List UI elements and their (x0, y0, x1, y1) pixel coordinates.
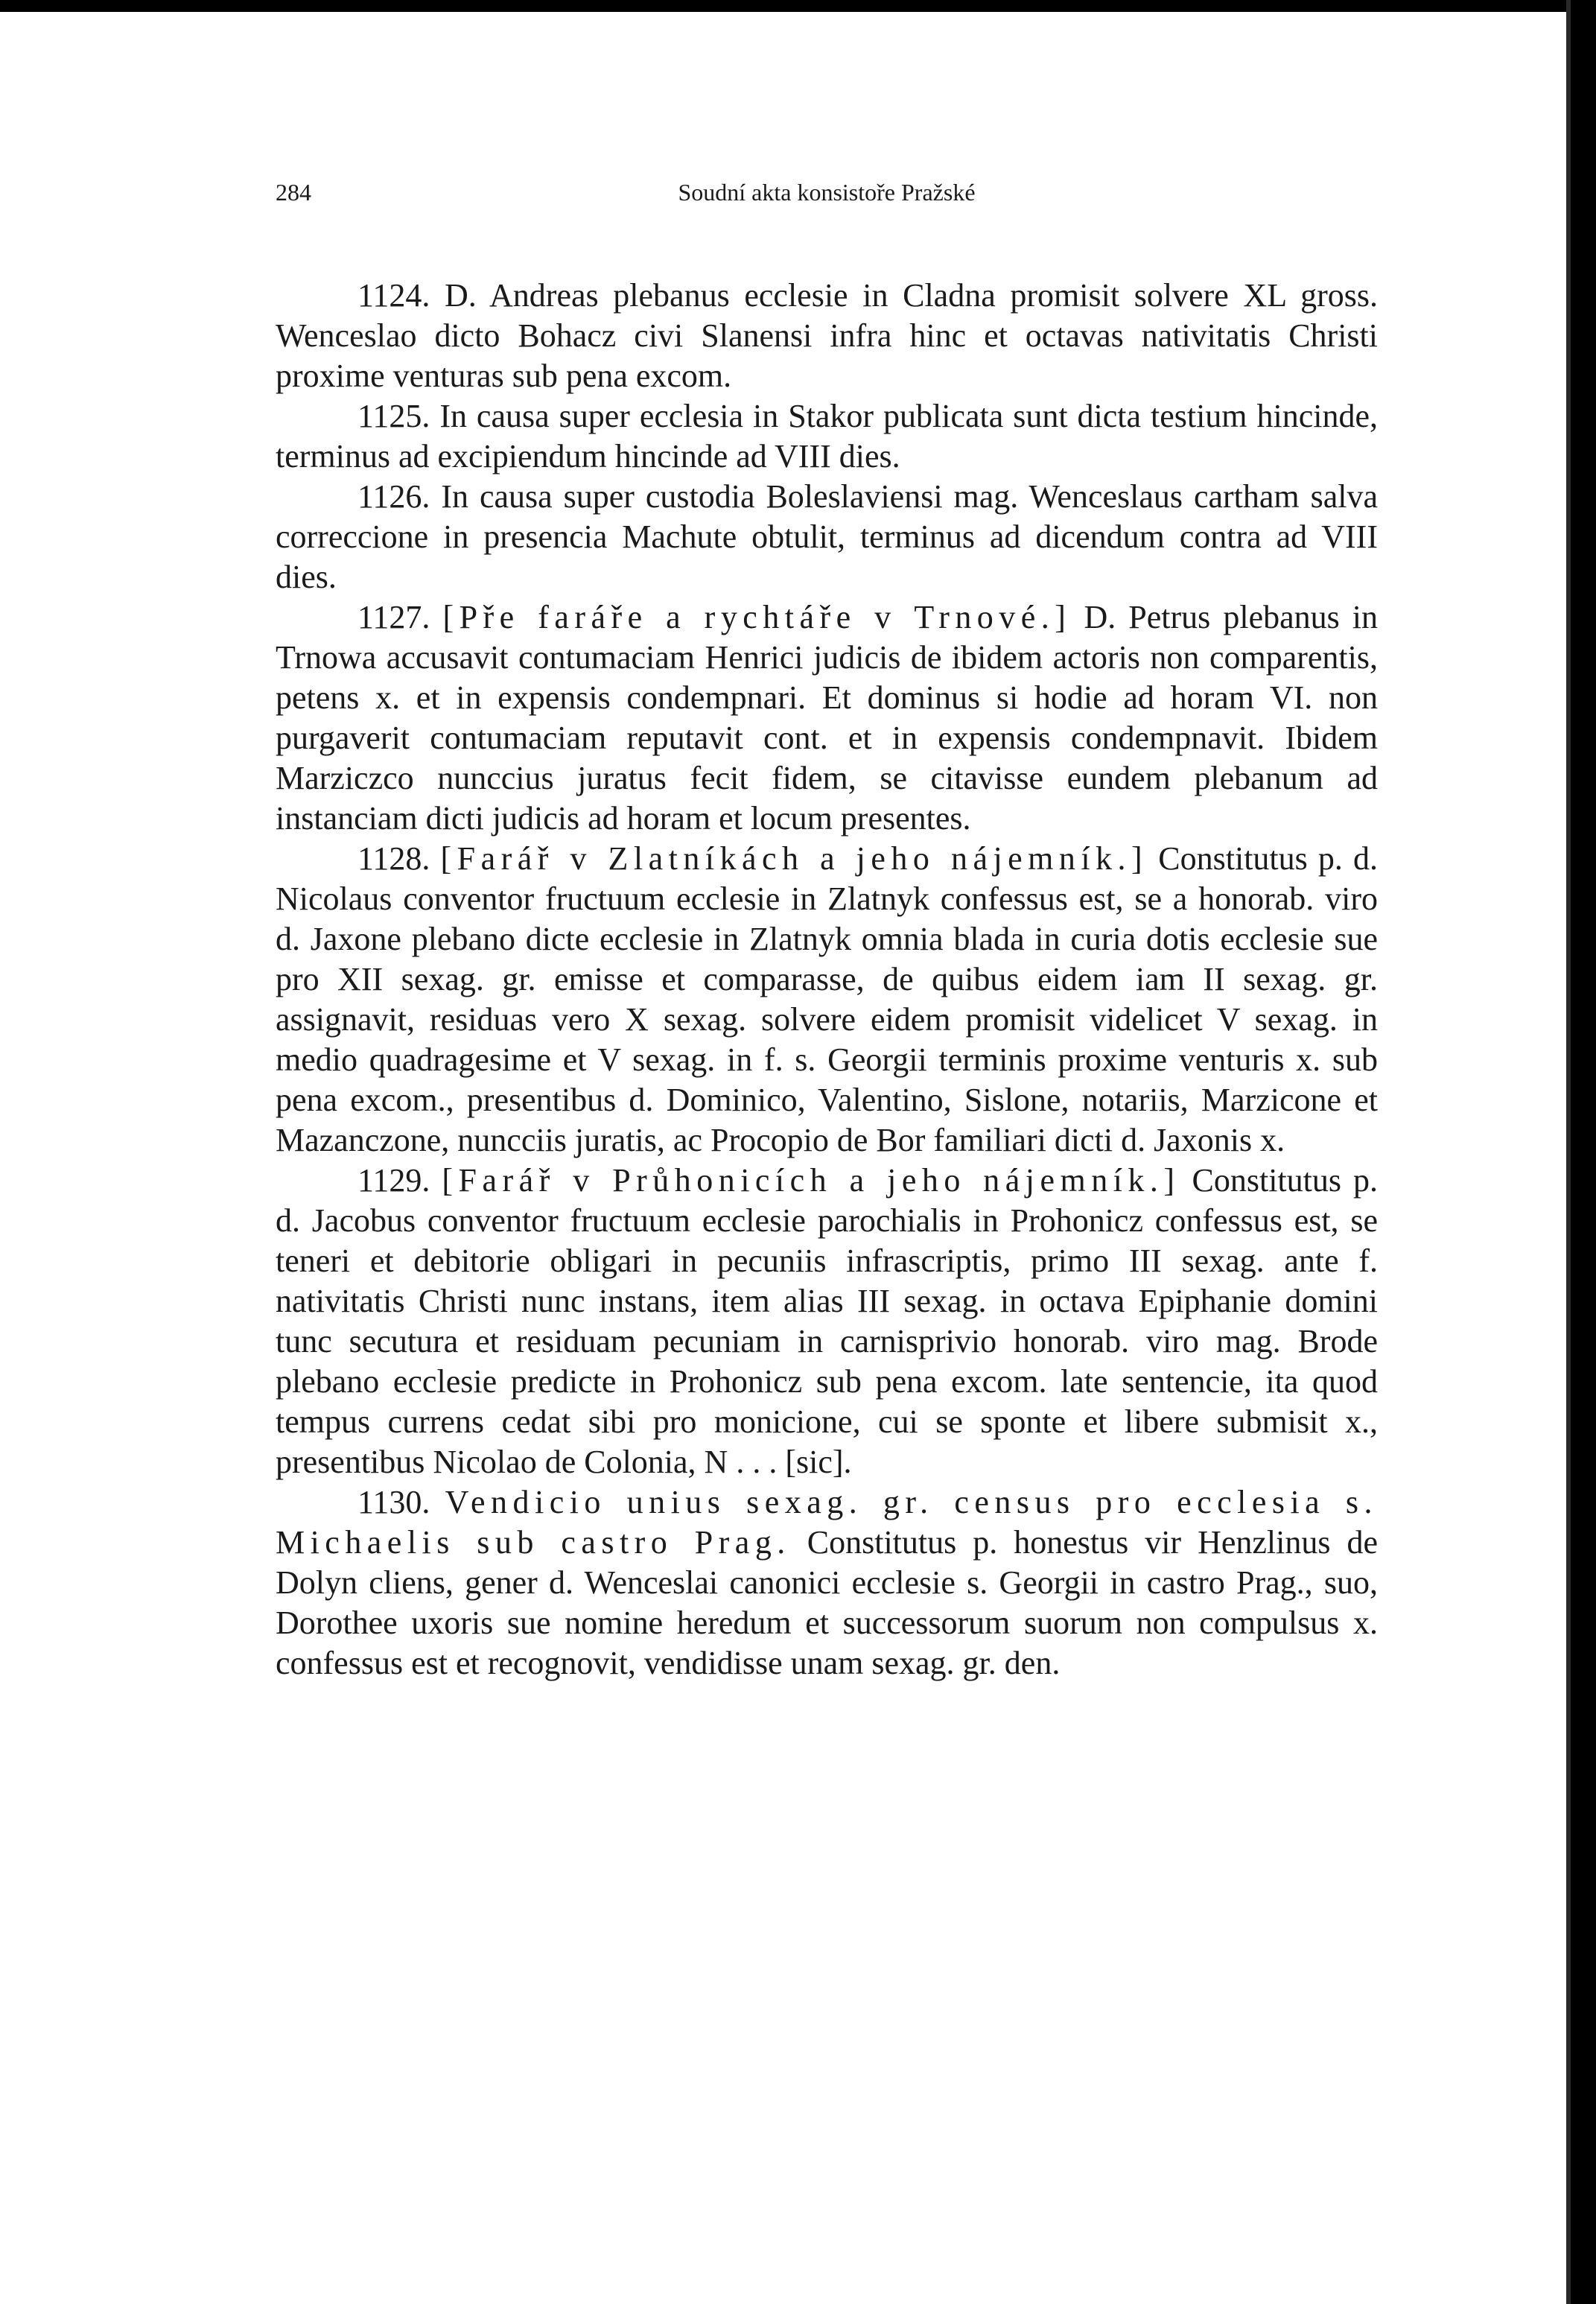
entry-text: D. Petrus plebanus in Trnowa accusavit contumaciam Henrici judicis de ibidem actoris non comparentis, petens x. et in expensis condempnari. Et dominus si hodie ad horam VI. non purgaverit contumaciam reputavit cont. et in expensis condempnavit. Ibidem Marziczco nunccius juratus fecit fidem, se citavisse eundem plebanum ad instanciam dicti judicis ad horam et locum presentes. (276, 599, 1379, 837)
running-title: Soudní akta konsistoře Pražské (678, 179, 976, 206)
entry-heading: [Farář v Průhonicích a jeho nájemník.] (442, 1162, 1180, 1199)
entry-text: Constitutus p. d. Jacobus conventor fructuum ecclesie parochialis in Prohonicz confessus est, se teneri et debitorie obligari in pecuniis infrascriptis, primo III sexag. ante f. nativitatis Christi nunc instans, item alias III sexag. in octava Epiphanie domini tunc secutura et residuam pecuniam in carnisprivio honorab. viro mag. Brode plebano ecclesie predicte in Prohonicz sub pena excom. late sentencie, ita quod tempus currens cedat sibi pro monicione, cui se sponte et libere submisit x., presentibus Nicolao de Colonia, N . . . [sic]. (276, 1162, 1379, 1480)
entry-1130 (276, 1482, 1378, 1683)
entry-number: 1125. (357, 398, 430, 434)
scan-right-border (1571, 0, 1596, 2304)
entry-number: 1124. (357, 277, 430, 314)
entry-1129 (276, 1161, 1378, 1482)
entry-text: D. Andreas plebanus ecclesie in Cladna promisit solvere XL gross. Wenceslao dicto Bohacz civi Slanensi infra hinc et octavas nativitatis Christi proxime venturas sub pena excom. (276, 277, 1378, 394)
entry-number: 1127. (357, 599, 430, 635)
page-number: 284 (276, 179, 311, 206)
entry-1125 (276, 396, 1378, 477)
entry-text: Constitutus p. honestus vir Henzlinus de Dolyn cliens, gener d. Wenceslai canonici ecclesie s. Georgii in castro Prag., suo, Dorothee uxoris sue nomine heredum et successorum suorum non compulsus x. confessus est et recognovit, vendidisse unam sexag. gr. den. (276, 1524, 1378, 1681)
running-head (276, 179, 1378, 216)
body-text (276, 276, 1378, 1683)
entry-heading: Vendicio unius sexag. gr. census pro ecclesia s. Michaelis sub castro Prag. (276, 1484, 1378, 1561)
entry-number: 1126. (357, 478, 430, 515)
scan-top-border (0, 0, 1596, 12)
entry-text: In causa super ecclesia in Stakor publicata sunt dicta testium hincinde, terminus ad excipiendum hincinde ad VIII dies. (276, 398, 1378, 475)
entry-1127 (276, 597, 1378, 839)
entry-1124 (276, 276, 1378, 396)
entry-1126 (276, 477, 1378, 597)
entry-number: 1129. (357, 1162, 430, 1199)
entry-number: 1130. (357, 1484, 430, 1520)
entry-text: Constitutus p. d. Nicolaus conventor fructuum ecclesie in Zlatnyk confessus est, se a honorab. viro d. Jaxone plebano dicte ecclesie in Zlatnyk omnia blada in curia dotis ecclesie sue pro XII sexag. gr. emisse et comparasse, de quibus eidem iam II sexag. gr. assignavit, residuas vero X sexag. solvere eidem promisit videlicet V sexag. in medio quadragesime et V sexag. in f. s. Georgii terminis proxime venturis x. sub pena excom., presentibus d. Dominico, Valentino, Sislone, notariis, Marzicone et Mazanczone, nuncciis juratis, ac Procopio de Bor familiari dicti d. Jaxonis x. (276, 840, 1379, 1158)
entry-heading: [Pře faráře a rychtáře v Trnové.] (442, 599, 1072, 635)
entry-text: In causa super custodia Boleslaviensi mag. Wenceslaus cartham salva correccione in presencia Machute obtulit, terminus ad dicendum contra ad VIII dies. (276, 478, 1379, 595)
entry-number: 1128. (357, 840, 430, 877)
book-page (276, 179, 1378, 1683)
entry-1128 (276, 839, 1378, 1161)
entry-heading: [Farář v Zlatníkách a jeho nájemník.] (440, 840, 1148, 877)
